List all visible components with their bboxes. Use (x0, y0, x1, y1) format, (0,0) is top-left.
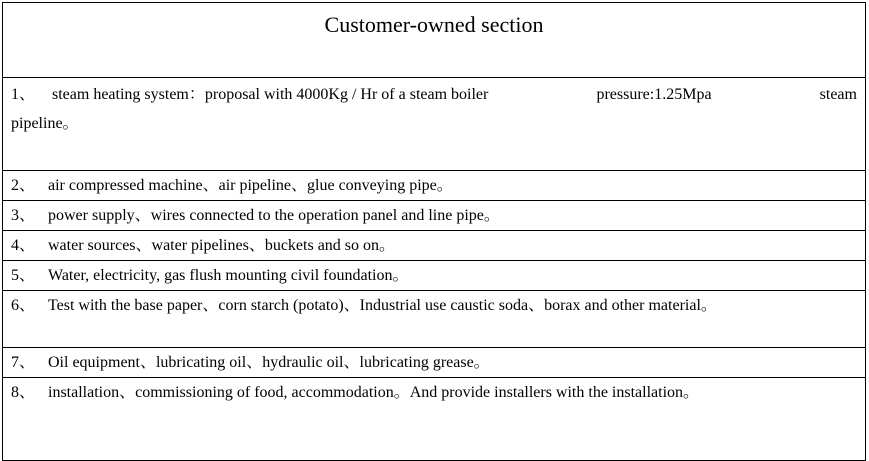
item-row-4 (3, 231, 866, 261)
item-6-number: 6、 (11, 297, 36, 314)
item-5-number: 5、 (11, 267, 36, 284)
customer-owned-table (2, 2, 866, 461)
item-row-5 (3, 261, 866, 291)
item-5-text: Water, electricity, gas flush mounting civil foundation。 (48, 267, 409, 284)
item-row-1 (3, 78, 866, 171)
item-6-text: Test with the base paper、corn starch (potato)、Industrial use caustic soda、borax and other material。 (48, 297, 717, 314)
item-1-text-part-2: pressure:1.25Mpa (596, 86, 712, 103)
item-2-text: air compressed machine、air pipeline、glue conveying pipe。 (48, 177, 453, 194)
item-2-number: 2、 (11, 177, 36, 194)
item-1-text-part-1: steam heating system：proposal with 4000Kg / Hr of a steam boiler (52, 86, 489, 103)
item-row-7 (3, 348, 866, 378)
item-row-2 (3, 171, 866, 201)
item-1-number: 1、 (11, 86, 36, 103)
table-title: Customer-owned section (3, 3, 866, 78)
item-1-line-1 (11, 80, 857, 109)
item-1-line-2: pipeline。 (11, 115, 79, 132)
item-4-number: 4、 (11, 237, 36, 254)
item-3-text: power supply、wires connected to the operation panel and line pipe。 (48, 207, 500, 224)
item-7-number: 7、 (11, 354, 36, 371)
item-row-6 (3, 291, 866, 348)
item-3-number: 3、 (11, 207, 36, 224)
item-8-number: 8、 (11, 384, 36, 401)
item-8-text: installation、commissioning of food, accommodation。And provide installers with the installation。 (48, 384, 700, 401)
item-row-8 (3, 378, 866, 461)
item-1-text-part-3: steam (819, 86, 857, 103)
item-7-text: Oil equipment、lubricating oil、hydraulic oil、lubricating grease。 (48, 354, 490, 371)
item-row-3 (3, 201, 866, 231)
item-4-text: water sources、water pipelines、buckets and so on。 (48, 237, 396, 254)
